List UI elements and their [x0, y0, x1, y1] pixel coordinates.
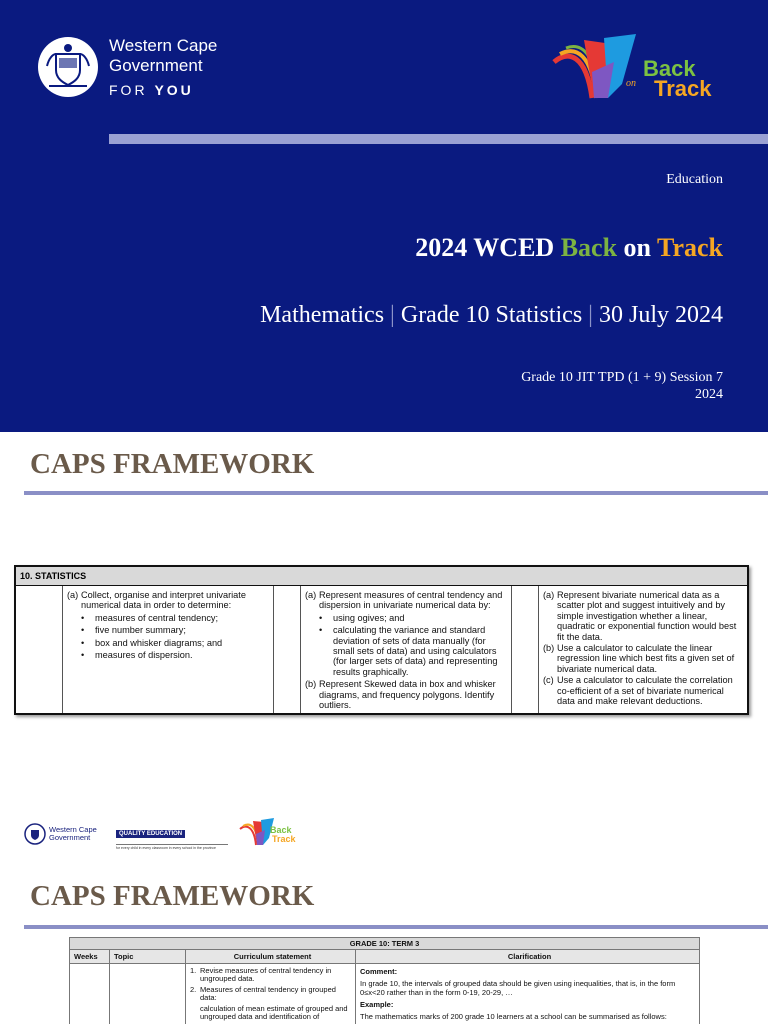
table-cell-empty	[512, 586, 539, 713]
bot-track-text: Track	[654, 76, 712, 101]
session-line2: 2024	[695, 387, 723, 402]
session-info	[521, 369, 723, 403]
table-cell-empty	[274, 586, 301, 713]
cell-clarification	[356, 964, 699, 1024]
statistics-table	[14, 565, 749, 715]
quality-education-slogan: for every child in every classroom in every school in the province	[116, 846, 216, 850]
comment-text: In grade 10, the intervals of grouped data should be given using inequalities, that is, in the form 0≤x<20 rather than in the form 0-19, 20-29, …	[360, 979, 676, 997]
bot-back-text: Back	[643, 56, 696, 81]
footer-bot-track: Track	[272, 834, 296, 844]
book-pages-icon	[238, 817, 298, 847]
slide-footer-logos	[24, 823, 324, 853]
table-header: 10. STATISTICS	[16, 567, 747, 586]
subtitle-date: 30 July 2024	[598, 302, 723, 328]
presentation-subtitle	[260, 302, 723, 329]
item-label: (a)	[305, 590, 317, 600]
title-track: Track	[657, 233, 723, 262]
header-topic: Topic	[110, 950, 186, 963]
title-on: on	[617, 233, 658, 262]
bot-on-text: on	[626, 78, 636, 89]
department-label: Education	[666, 172, 723, 187]
bullet-text: measures of dispersion.	[95, 650, 193, 661]
heading-underline	[24, 491, 768, 495]
title-slide	[0, 0, 768, 432]
bullet-text: using ogives; and	[333, 612, 405, 623]
subtitle-separator: |	[390, 302, 395, 328]
item-text: Represent measures of central tendency and dispersion in univariate numerical data by:	[319, 590, 503, 611]
table-header-row	[70, 950, 699, 964]
table-title: GRADE 10: TERM 3	[70, 938, 699, 950]
table-cell-grade10: (a) Collect, organise and interpret univariate numerical data in order to determine: • measures of central tendency; • five number summary; • box and whisker diagrams; and • measures of dispersion.	[63, 586, 274, 713]
header-curriculum: Curriculum statement	[186, 950, 356, 963]
slide-heading: CAPS FRAMEWORK	[30, 448, 315, 480]
item-text: Measures of central tendency in grouped data:	[200, 985, 336, 1002]
subtitle-topic: Grade 10 Statistics	[400, 302, 583, 328]
item-text: Revise measures of central tendency in ungrouped data.	[200, 966, 332, 983]
caps-framework-slide	[0, 432, 768, 850]
footer-wcg-line1: Western Cape	[49, 825, 97, 834]
item-text: Represent Skewed data in box and whisker diagrams, and frequency polygons. Identify outliers.	[319, 679, 496, 711]
comment-label: Comment:	[360, 967, 398, 976]
cell-topic	[110, 964, 186, 1024]
bullet-text: five number summary;	[95, 625, 186, 636]
footer-back-on-track-logo	[238, 817, 298, 847]
title-part1: 2024 WCED	[415, 233, 561, 262]
bullet-text: calculating the variance and standard deviation of sets of data manually (for small sets of data) and using calculators (for larger sets of data) and representing results graphically.	[333, 625, 498, 677]
back-on-track-logo	[548, 32, 728, 104]
example-label: Example:	[360, 1000, 394, 1009]
table-row	[16, 586, 747, 713]
item-text: Represent bivariate numerical data as a scatter plot and suggest intuitively and by simple investigation whether a linear, quadratic or exponential function would best fit the data.	[557, 590, 737, 642]
wcg-tagline	[109, 82, 217, 98]
wcg-name-line2: Government	[109, 56, 203, 75]
item-number: 1.	[190, 966, 197, 975]
book-pages-icon	[548, 32, 658, 104]
cell-curriculum	[186, 964, 356, 1024]
table-cell-grade11: (a) Represent measures of central tendency and dispersion in univariate numerical data by: • using ogives; and • calculating the variance and standard deviation of sets of data manually (for small sets of data) and using calculators (for larger sets of data) and representing results graphically. (b) Represent Skewed data in box and whisker diagrams, and frequency polygons. Identify outliers.	[301, 586, 512, 713]
footer-wcg-line2: Government	[49, 833, 91, 842]
example-text: The mathematics marks of 200 grade 10 learners at a school can be summarised as follows:	[360, 1012, 667, 1021]
item-label: (c)	[543, 675, 554, 686]
footer-bot-back: Back	[270, 825, 292, 835]
item-label: (a)	[543, 590, 555, 600]
wcg-tag-for: FOR	[109, 82, 148, 98]
session-line1: Grade 10 JIT TPD (1 + 9) Session 7	[521, 370, 723, 385]
item-label: (a)	[67, 590, 79, 600]
heading-underline	[24, 925, 768, 929]
table-row	[70, 964, 699, 1024]
bullet-text: measures of central tendency;	[95, 612, 219, 623]
item-text: Collect, organise and interpret univariate numerical data in order to determine:	[81, 590, 246, 611]
presentation-title	[415, 233, 723, 263]
coat-of-arms-icon	[24, 823, 46, 845]
item-label: (b)	[305, 679, 317, 690]
table-cell-grade12	[539, 586, 747, 713]
footer-wcg-logo	[24, 823, 97, 845]
header-weeks: Weeks	[70, 950, 110, 963]
bullet-text: box and whisker diagrams; and	[95, 637, 223, 648]
item-text: Use a calculator to calculate the linear regression line which best fits a given set of bivariate numerical data.	[557, 643, 735, 674]
header-clarification: Clarification	[507, 952, 552, 961]
header-divider	[109, 134, 768, 144]
wcg-tag-you: YOU	[154, 82, 194, 98]
cell-weeks	[70, 964, 110, 1024]
subtitle-separator: |	[588, 302, 593, 328]
term3-table	[69, 937, 700, 1024]
item-label: (b)	[543, 643, 555, 654]
coat-of-arms-icon	[37, 36, 99, 98]
western-cape-government-logo	[37, 36, 217, 98]
table-cell-empty	[16, 586, 63, 713]
item-subtext: calculation of mean estimate of grouped and ungrouped data and identification of	[200, 1004, 348, 1021]
quality-education-logo	[116, 822, 228, 850]
quality-education-badge: QUALITY EDUCATION	[116, 830, 185, 838]
item-text: Use a calculator to calculate the correlation co-efficient of a set of bivariate numerical data and make relevant deductions.	[557, 675, 733, 707]
wcg-name-line1: Western Cape	[109, 36, 218, 55]
slide-heading: CAPS FRAMEWORK	[30, 880, 315, 912]
item-number: 2.	[190, 985, 197, 994]
subtitle-subject: Mathematics	[260, 302, 385, 328]
title-back: Back	[560, 233, 618, 262]
